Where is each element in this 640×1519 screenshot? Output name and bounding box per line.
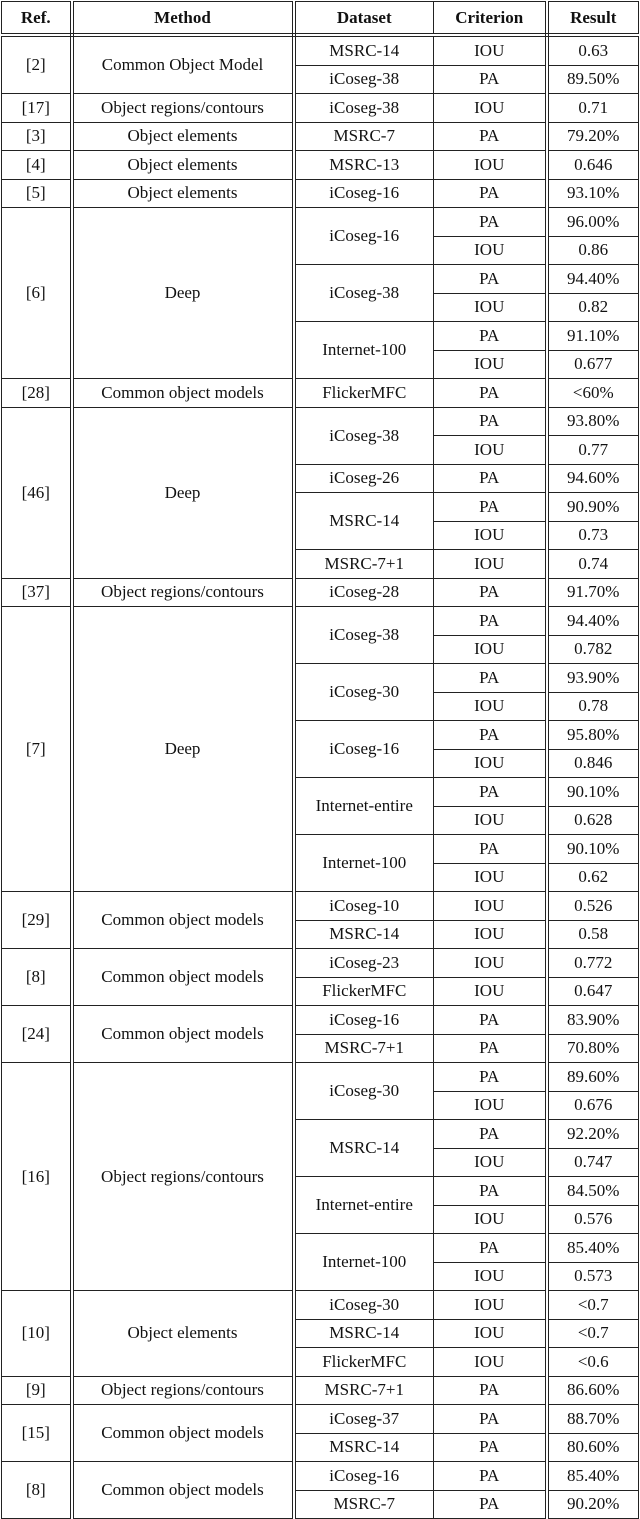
criterion-cell: IOU [434, 1091, 547, 1120]
dataset-cell: Internet-entire [294, 778, 434, 835]
result-cell: 79.20% [547, 122, 639, 151]
dataset-cell: iCoseg-26 [294, 464, 434, 493]
criterion-cell: IOU [434, 94, 547, 123]
dataset-cell: iCoseg-30 [294, 664, 434, 721]
dataset-cell: MSRC-14 [294, 1319, 434, 1348]
method-cell: Object regions/contours [72, 1376, 294, 1405]
criterion-cell: IOU [434, 151, 547, 180]
method-cell: Object regions/contours [72, 578, 294, 607]
criterion-cell: PA [434, 607, 547, 636]
result-cell: 0.58 [547, 920, 639, 949]
criterion-cell: PA [434, 493, 547, 522]
table-row [2, 407, 639, 436]
result-cell: <0.6 [547, 1348, 639, 1377]
dataset-cell: Internet-entire [294, 1177, 434, 1234]
criterion-cell: PA [434, 1490, 547, 1519]
result-cell: 0.77 [547, 436, 639, 465]
table-row [2, 94, 639, 123]
table-row [2, 1291, 639, 1320]
result-cell: 85.40% [547, 1462, 639, 1491]
dataset-cell: FlickerMFC [294, 1348, 434, 1377]
table-row [2, 151, 639, 180]
result-cell: 0.628 [547, 806, 639, 835]
table-row [2, 1462, 639, 1491]
result-cell: 0.782 [547, 635, 639, 664]
criterion-cell: IOU [434, 892, 547, 921]
dataset-cell: MSRC-14 [294, 920, 434, 949]
table-body [2, 35, 639, 1519]
criterion-cell: PA [434, 1120, 547, 1149]
ref-cell: [3] [2, 122, 72, 151]
dataset-cell: iCoseg-16 [294, 1462, 434, 1491]
criterion-cell: IOU [434, 1262, 547, 1291]
result-cell: <0.7 [547, 1319, 639, 1348]
criterion-cell: IOU [434, 436, 547, 465]
ref-cell: [4] [2, 151, 72, 180]
criterion-cell: PA [434, 208, 547, 237]
result-cell: 0.62 [547, 863, 639, 892]
result-cell: 90.10% [547, 835, 639, 864]
criterion-cell: IOU [434, 236, 547, 265]
table-row [2, 1006, 639, 1035]
result-cell: 0.747 [547, 1148, 639, 1177]
result-cell: 70.80% [547, 1034, 639, 1063]
result-cell: 0.78 [547, 692, 639, 721]
criterion-cell: PA [434, 1177, 547, 1206]
result-cell: 91.70% [547, 578, 639, 607]
table-row [2, 122, 639, 151]
method-cell: Object elements [72, 151, 294, 180]
dataset-cell: iCoseg-28 [294, 578, 434, 607]
dataset-cell: Internet-100 [294, 1234, 434, 1291]
result-cell: 0.676 [547, 1091, 639, 1120]
result-cell: 90.90% [547, 493, 639, 522]
result-cell: 0.647 [547, 977, 639, 1006]
criterion-cell: IOU [434, 35, 547, 65]
table-row [2, 892, 639, 921]
dataset-cell: MSRC-13 [294, 151, 434, 180]
dataset-cell: MSRC-14 [294, 1120, 434, 1177]
criterion-cell: IOU [434, 806, 547, 835]
result-cell: 0.82 [547, 293, 639, 322]
criterion-cell: PA [434, 65, 547, 94]
table-row [2, 1405, 639, 1434]
result-cell: 0.646 [547, 151, 639, 180]
criterion-cell: IOU [434, 949, 547, 978]
result-cell: 0.74 [547, 550, 639, 579]
result-cell: 83.90% [547, 1006, 639, 1035]
result-cell: 84.50% [547, 1177, 639, 1206]
dataset-cell: iCoseg-30 [294, 1291, 434, 1320]
result-cell: 0.573 [547, 1262, 639, 1291]
ref-cell: [29] [2, 892, 72, 949]
result-cell: 94.60% [547, 464, 639, 493]
criterion-cell: PA [434, 322, 547, 351]
method-cell: Common object models [72, 1006, 294, 1063]
criterion-cell: PA [434, 578, 547, 607]
dataset-cell: MSRC-14 [294, 493, 434, 550]
ref-cell: [5] [2, 179, 72, 208]
result-cell: 0.526 [547, 892, 639, 921]
table-row [2, 949, 639, 978]
ref-cell: [10] [2, 1291, 72, 1377]
result-cell: <60% [547, 379, 639, 408]
table-row [2, 379, 639, 408]
criterion-cell: IOU [434, 521, 547, 550]
dataset-cell: FlickerMFC [294, 379, 434, 408]
criterion-cell: IOU [434, 977, 547, 1006]
criterion-cell: IOU [434, 1205, 547, 1234]
criterion-cell: IOU [434, 1291, 547, 1320]
criterion-cell: IOU [434, 1348, 547, 1377]
dataset-cell: iCoseg-16 [294, 1006, 434, 1035]
method-cell: Common object models [72, 1405, 294, 1462]
result-cell: 92.20% [547, 1120, 639, 1149]
criterion-cell: PA [434, 179, 547, 208]
criterion-cell: IOU [434, 863, 547, 892]
table-row [2, 578, 639, 607]
dataset-cell: MSRC-7 [294, 1490, 434, 1519]
method-cell: Object regions/contours [72, 1063, 294, 1291]
result-cell: 85.40% [547, 1234, 639, 1263]
table-row [2, 179, 639, 208]
header-criterion: Criterion [434, 2, 547, 36]
dataset-cell: FlickerMFC [294, 977, 434, 1006]
result-cell: 0.71 [547, 94, 639, 123]
criterion-cell: PA [434, 664, 547, 693]
dataset-cell: iCoseg-10 [294, 892, 434, 921]
method-cell: Common object models [72, 892, 294, 949]
method-cell: Object elements [72, 122, 294, 151]
ref-cell: [7] [2, 607, 72, 892]
result-cell: 89.50% [547, 65, 639, 94]
criterion-cell: IOU [434, 1319, 547, 1348]
criterion-cell: PA [434, 1034, 547, 1063]
criterion-cell: PA [434, 1462, 547, 1491]
result-cell: 0.772 [547, 949, 639, 978]
result-cell: 80.60% [547, 1433, 639, 1462]
ref-cell: [6] [2, 208, 72, 379]
criterion-cell: PA [434, 1405, 547, 1434]
criterion-cell: IOU [434, 293, 547, 322]
result-cell: 88.70% [547, 1405, 639, 1434]
dataset-cell: MSRC-7+1 [294, 1034, 434, 1063]
ref-cell: [15] [2, 1405, 72, 1462]
table-row [2, 1376, 639, 1405]
ref-cell: [9] [2, 1376, 72, 1405]
criterion-cell: PA [434, 1376, 547, 1405]
criterion-cell: PA [434, 379, 547, 408]
ref-cell: [46] [2, 407, 72, 578]
dataset-cell: iCoseg-30 [294, 1063, 434, 1120]
result-cell: 0.86 [547, 236, 639, 265]
result-cell: 96.00% [547, 208, 639, 237]
result-cell: 89.60% [547, 1063, 639, 1092]
criterion-cell: PA [434, 778, 547, 807]
dataset-cell: MSRC-14 [294, 1433, 434, 1462]
header-ref: Ref. [2, 2, 72, 36]
criterion-cell: PA [434, 721, 547, 750]
ref-cell: [17] [2, 94, 72, 123]
table-row [2, 607, 639, 636]
criterion-cell: PA [434, 122, 547, 151]
dataset-cell: iCoseg-38 [294, 65, 434, 94]
dataset-cell: MSRC-7+1 [294, 1376, 434, 1405]
dataset-cell: Internet-100 [294, 322, 434, 379]
dataset-cell: MSRC-7 [294, 122, 434, 151]
method-cell: Object regions/contours [72, 94, 294, 123]
result-cell: 94.40% [547, 607, 639, 636]
method-cell: Deep [72, 607, 294, 892]
criterion-cell: PA [434, 1234, 547, 1263]
criterion-cell: PA [434, 265, 547, 294]
dataset-cell: iCoseg-16 [294, 208, 434, 265]
dataset-cell: MSRC-14 [294, 35, 434, 65]
result-cell: 90.20% [547, 1490, 639, 1519]
table-row [2, 208, 639, 237]
dataset-cell: iCoseg-38 [294, 407, 434, 464]
ref-cell: [28] [2, 379, 72, 408]
method-cell: Common object models [72, 1462, 294, 1519]
dataset-cell: iCoseg-38 [294, 94, 434, 123]
method-cell: Object elements [72, 179, 294, 208]
criterion-cell: PA [434, 1063, 547, 1092]
result-cell: 86.60% [547, 1376, 639, 1405]
header-method: Method [72, 2, 294, 36]
dataset-cell: iCoseg-37 [294, 1405, 434, 1434]
dataset-cell: iCoseg-23 [294, 949, 434, 978]
criterion-cell: PA [434, 464, 547, 493]
criterion-cell: PA [434, 1433, 547, 1462]
result-cell: 0.576 [547, 1205, 639, 1234]
result-cell: 0.677 [547, 350, 639, 379]
results-table [1, 1, 639, 1519]
result-cell: 90.10% [547, 778, 639, 807]
result-cell: 91.10% [547, 322, 639, 351]
criterion-cell: IOU [434, 635, 547, 664]
criterion-cell: IOU [434, 1148, 547, 1177]
method-cell: Common Object Model [72, 35, 294, 94]
result-cell: <0.7 [547, 1291, 639, 1320]
method-cell: Deep [72, 407, 294, 578]
ref-cell: [8] [2, 949, 72, 1006]
result-cell: 0.63 [547, 35, 639, 65]
criterion-cell: IOU [434, 692, 547, 721]
result-cell: 95.80% [547, 721, 639, 750]
table-row [2, 35, 639, 65]
dataset-cell: iCoseg-16 [294, 179, 434, 208]
result-cell: 0.73 [547, 521, 639, 550]
result-cell: 93.90% [547, 664, 639, 693]
result-cell: 93.10% [547, 179, 639, 208]
ref-cell: [16] [2, 1063, 72, 1291]
method-cell: Object elements [72, 1291, 294, 1377]
method-cell: Common object models [72, 949, 294, 1006]
ref-cell: [37] [2, 578, 72, 607]
dataset-cell: iCoseg-16 [294, 721, 434, 778]
ref-cell: [24] [2, 1006, 72, 1063]
result-cell: 0.846 [547, 749, 639, 778]
header-result: Result [547, 2, 639, 36]
criterion-cell: IOU [434, 920, 547, 949]
criterion-cell: IOU [434, 550, 547, 579]
result-cell: 93.80% [547, 407, 639, 436]
header-row [2, 2, 639, 36]
method-cell: Deep [72, 208, 294, 379]
header-dataset: Dataset [294, 2, 434, 36]
criterion-cell: PA [434, 835, 547, 864]
dataset-cell: iCoseg-38 [294, 265, 434, 322]
dataset-cell: iCoseg-38 [294, 607, 434, 664]
criterion-cell: IOU [434, 350, 547, 379]
dataset-cell: Internet-100 [294, 835, 434, 892]
criterion-cell: IOU [434, 749, 547, 778]
table-row [2, 1063, 639, 1092]
ref-cell: [8] [2, 1462, 72, 1519]
dataset-cell: MSRC-7+1 [294, 550, 434, 579]
method-cell: Common object models [72, 379, 294, 408]
result-cell: 94.40% [547, 265, 639, 294]
criterion-cell: PA [434, 407, 547, 436]
criterion-cell: PA [434, 1006, 547, 1035]
ref-cell: [2] [2, 35, 72, 94]
